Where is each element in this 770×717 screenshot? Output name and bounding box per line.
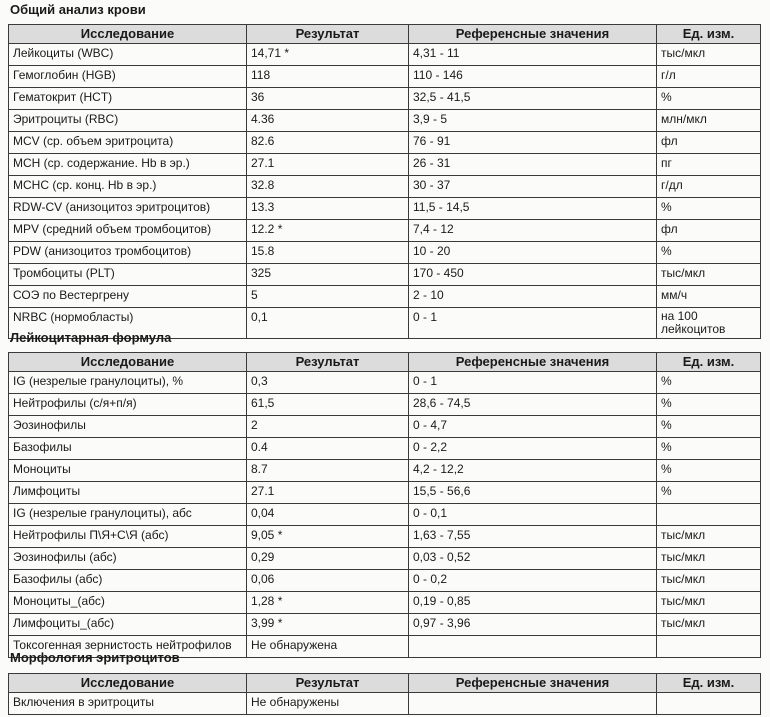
test-name: Нейтрофилы П\Я+С\Я (абс): [9, 526, 247, 548]
table-row: [9, 132, 761, 154]
result-value: 325: [247, 264, 409, 286]
section-title-cbc: Общий анализ крови: [10, 2, 146, 17]
reference-range: [409, 693, 657, 715]
table-header-row: [9, 25, 761, 44]
test-name: MPV (средний объем тромбоцитов): [9, 220, 247, 242]
test-name: MCHC (ср. конц. Hb в эр.): [9, 176, 247, 198]
header-reference: Референсные значения: [409, 674, 657, 693]
table-row: [9, 44, 761, 66]
result-value: 0,1: [247, 308, 409, 339]
result-value: 0,04: [247, 504, 409, 526]
result-value: 0,29: [247, 548, 409, 570]
unit: тыс/мкл: [657, 614, 761, 636]
reference-range: 4,31 - 11: [409, 44, 657, 66]
reference-range: 3,9 - 5: [409, 110, 657, 132]
unit: [657, 693, 761, 715]
header-unit: Ед. изм.: [657, 25, 761, 44]
reference-range: 30 - 37: [409, 176, 657, 198]
unit: %: [657, 460, 761, 482]
result-value: 36: [247, 88, 409, 110]
unit: [657, 504, 761, 526]
table-row: [9, 693, 761, 715]
result-value: 0,06: [247, 570, 409, 592]
test-name: Эозинофилы: [9, 416, 247, 438]
reference-range: 26 - 31: [409, 154, 657, 176]
unit: [657, 636, 761, 658]
result-value: Не обнаружена: [247, 636, 409, 658]
table-row: [9, 286, 761, 308]
unit: %: [657, 88, 761, 110]
test-name: СОЭ по Вестергрену: [9, 286, 247, 308]
reference-range: 0 - 4,7: [409, 416, 657, 438]
result-value: 2: [247, 416, 409, 438]
result-value: 9,05 *: [247, 526, 409, 548]
header-reference: Референсные значения: [409, 353, 657, 372]
test-name: PDW (анизоцитоз тромбоцитов): [9, 242, 247, 264]
table-row: [9, 416, 761, 438]
reference-range: 1,63 - 7,55: [409, 526, 657, 548]
table-row: [9, 526, 761, 548]
result-value: 27.1: [247, 482, 409, 504]
test-name: Моноциты_(абс): [9, 592, 247, 614]
result-value: 118: [247, 66, 409, 88]
result-value: 0.4: [247, 438, 409, 460]
test-name: MCH (ср. содержание. Hb в эр.): [9, 154, 247, 176]
table-row: [9, 372, 761, 394]
reference-range: [409, 636, 657, 658]
test-name: Базофилы (абс): [9, 570, 247, 592]
unit: фл: [657, 132, 761, 154]
reference-range: 0 - 0,1: [409, 504, 657, 526]
table-row: [9, 198, 761, 220]
table-row: [9, 504, 761, 526]
unit: %: [657, 372, 761, 394]
section-title-leukocyte-formula: Лейкоцитарная формула: [10, 330, 172, 345]
result-value: Не обнаружены: [247, 693, 409, 715]
result-value: 3,99 *: [247, 614, 409, 636]
reference-range: 0 - 1: [409, 372, 657, 394]
reference-range: 15,5 - 56,6: [409, 482, 657, 504]
result-value: 61,5: [247, 394, 409, 416]
reference-range: 7,4 - 12: [409, 220, 657, 242]
reference-range: 2 - 10: [409, 286, 657, 308]
result-value: 0,3: [247, 372, 409, 394]
reference-range: 32,5 - 41,5: [409, 88, 657, 110]
test-name: Базофилы: [9, 438, 247, 460]
header-result: Результат: [247, 353, 409, 372]
test-name: Токсогенная зернистость нейтрофилов: [9, 636, 247, 658]
leukocyte-formula-table: [8, 352, 761, 658]
test-name: Включения в эритроциты: [9, 693, 247, 715]
unit: %: [657, 394, 761, 416]
unit: на 100 лейкоцитов: [657, 308, 761, 339]
reference-range: 0,19 - 0,85: [409, 592, 657, 614]
table-row: [9, 66, 761, 88]
header-result: Результат: [247, 25, 409, 44]
test-name: Лимфоциты: [9, 482, 247, 504]
rbc-morphology-table: [8, 673, 761, 715]
unit: мм/ч: [657, 286, 761, 308]
table-row: [9, 460, 761, 482]
unit: тыс/мкл: [657, 548, 761, 570]
test-name: Гематокрит (HCT): [9, 88, 247, 110]
header-unit: Ед. изм.: [657, 674, 761, 693]
unit: фл: [657, 220, 761, 242]
test-name: Моноциты: [9, 460, 247, 482]
test-name: NRBC (нормобласты): [9, 308, 247, 339]
test-name: IG (незрелые гранулоциты), абс: [9, 504, 247, 526]
table-row: [9, 264, 761, 286]
test-name: RDW-CV (анизоцитоз эритроцитов): [9, 198, 247, 220]
test-name: Лейкоциты (WBC): [9, 44, 247, 66]
table-row: [9, 482, 761, 504]
result-value: 1,28 *: [247, 592, 409, 614]
test-name: Гемоглобин (HGB): [9, 66, 247, 88]
result-value: 82.6: [247, 132, 409, 154]
reference-range: 76 - 91: [409, 132, 657, 154]
table-row: [9, 154, 761, 176]
result-value: 15.8: [247, 242, 409, 264]
unit: %: [657, 416, 761, 438]
unit: г/л: [657, 66, 761, 88]
unit: тыс/мкл: [657, 570, 761, 592]
reference-range: 110 - 146: [409, 66, 657, 88]
cbc-table: [8, 24, 761, 339]
header-reference: Референсные значения: [409, 25, 657, 44]
table-row: [9, 614, 761, 636]
unit: %: [657, 198, 761, 220]
table-row: [9, 242, 761, 264]
reference-range: 4,2 - 12,2: [409, 460, 657, 482]
test-name: Эозинофилы (абс): [9, 548, 247, 570]
table-row: [9, 394, 761, 416]
header-result: Результат: [247, 674, 409, 693]
test-name: MCV (ср. объем эритроцита): [9, 132, 247, 154]
unit: тыс/мкл: [657, 44, 761, 66]
table-header-row: [9, 674, 761, 693]
test-name: Нейтрофилы (с/я+п/я): [9, 394, 247, 416]
result-value: 27.1: [247, 154, 409, 176]
reference-range: 0 - 2,2: [409, 438, 657, 460]
table-row: [9, 176, 761, 198]
header-test: Исследование: [9, 353, 247, 372]
table-row: [9, 438, 761, 460]
reference-range: 11,5 - 14,5: [409, 198, 657, 220]
table-row: [9, 110, 761, 132]
test-name: Эритроциты (RBC): [9, 110, 247, 132]
reference-range: 0 - 1: [409, 308, 657, 339]
result-value: 14,71 *: [247, 44, 409, 66]
unit: %: [657, 242, 761, 264]
table-row: [9, 220, 761, 242]
table-row: [9, 592, 761, 614]
header-test: Исследование: [9, 25, 247, 44]
result-value: 4.36: [247, 110, 409, 132]
table-header-row: [9, 353, 761, 372]
table-row: [9, 88, 761, 110]
result-value: 12.2 *: [247, 220, 409, 242]
unit: млн/мкл: [657, 110, 761, 132]
table-row: [9, 570, 761, 592]
test-name: Лимфоциты_(абс): [9, 614, 247, 636]
header-test: Исследование: [9, 674, 247, 693]
unit: %: [657, 438, 761, 460]
reference-range: 0,97 - 3,96: [409, 614, 657, 636]
section-title-rbc-morphology: Морфология эритроцитов: [10, 650, 180, 665]
result-value: 32.8: [247, 176, 409, 198]
unit: тыс/мкл: [657, 264, 761, 286]
unit: тыс/мкл: [657, 526, 761, 548]
unit: %: [657, 482, 761, 504]
table-row: [9, 548, 761, 570]
result-value: 8.7: [247, 460, 409, 482]
unit: тыс/мкл: [657, 592, 761, 614]
result-value: 5: [247, 286, 409, 308]
result-value: 13.3: [247, 198, 409, 220]
header-unit: Ед. изм.: [657, 353, 761, 372]
reference-range: 10 - 20: [409, 242, 657, 264]
reference-range: 0 - 0,2: [409, 570, 657, 592]
unit: г/дл: [657, 176, 761, 198]
reference-range: 0,03 - 0,52: [409, 548, 657, 570]
test-name: IG (незрелые гранулоциты), %: [9, 372, 247, 394]
reference-range: 28,6 - 74,5: [409, 394, 657, 416]
reference-range: 170 - 450: [409, 264, 657, 286]
test-name: Тромбоциты (PLT): [9, 264, 247, 286]
unit: пг: [657, 154, 761, 176]
